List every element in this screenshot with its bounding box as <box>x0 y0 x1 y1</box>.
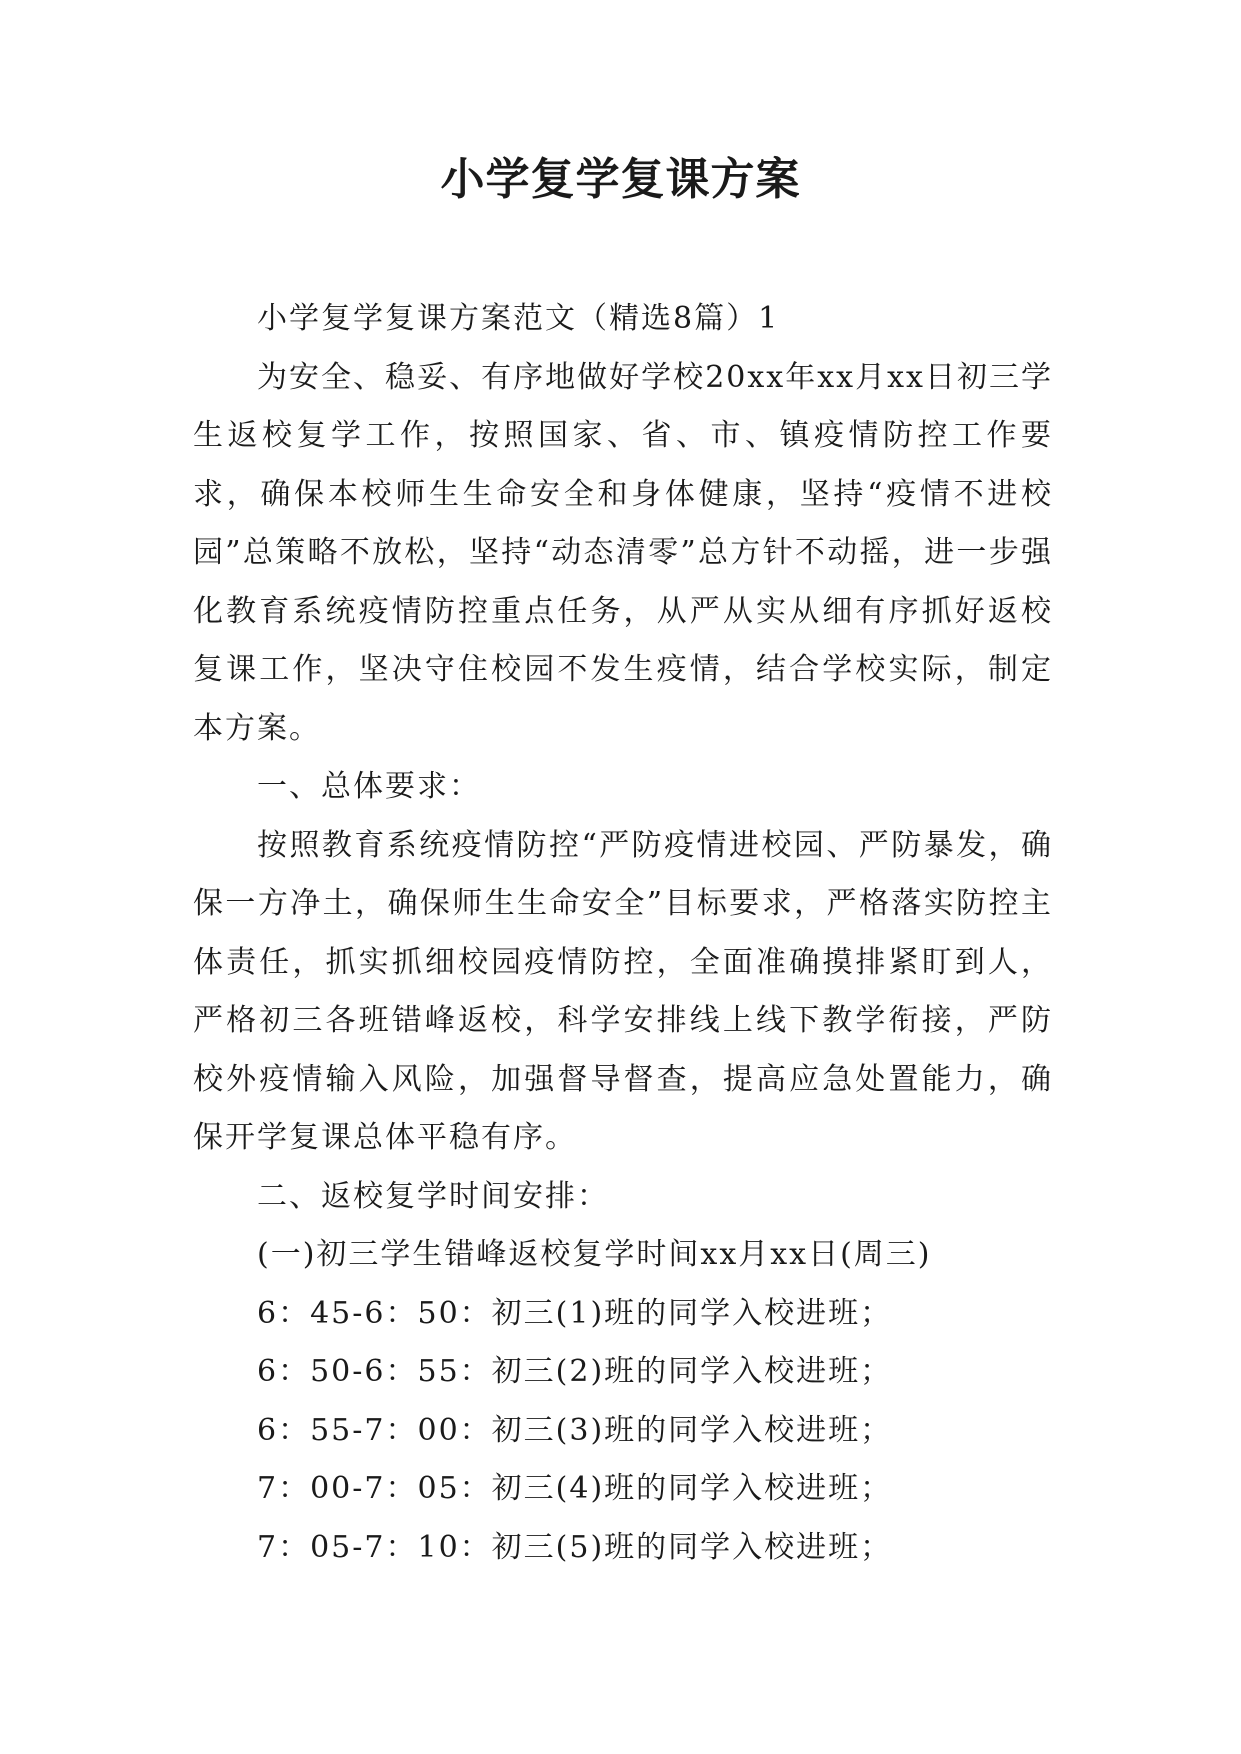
schedule-item: 6：50-6：55：初三(2)班的同学入校进班； <box>257 1354 893 1389</box>
section-heading-schedule: 二、返校复学时间安排： <box>257 1178 609 1214</box>
schedule-item: 6：45-6：50：初三(1)班的同学入校进班； <box>257 1295 893 1331</box>
paragraph-intro: 为安全、稳妥、有序地做好学校20xx年xx月xx日初三学生返校复学工作，按照国家、省、市、镇疫情防控工作要求，确保本校师生生命安全和身体健康，坚持“疫情不进校园”总策略不放松，坚持“动态清零”总方针不动摇，进一步强化教育系统疫情防控重点任务，从严从实从细有序抓好返校复课工作，坚决守住校园不发生疫情，结合学校实际，制定本方案。 <box>193 359 1053 746</box>
schedule-item: 7：05-7：10：初三(5)班的同学入校进班； <box>257 1529 893 1565</box>
schedule-item: 6：55-7：00：初三(3)班的同学入校进班； <box>257 1412 893 1448</box>
section-heading-general-requirements: 一、总体要求： <box>257 769 481 804</box>
schedule-item: 7：00-7：05：初三(4)班的同学入校进班； <box>257 1471 893 1506</box>
document-body <box>193 290 1053 1577</box>
paragraph-subtitle: 小学复学复课方案范文（精选8篇）1 <box>257 301 780 336</box>
document-title: 小学复学复课方案 <box>440 154 801 205</box>
subsection-heading-return-time: (一)初三学生错峰返校复学时间xx月xx日(周三) <box>257 1237 932 1272</box>
paragraph-general-requirements: 按照教育系统疫情防控“严防疫情进校园、严防暴发，确保一方净土，确保师生生命安全”目标要求，严格落实防控主体责任，抓实抓细校园疫情防控，全面准确摸排紧盯到人，严格初三各班错峰返校，科学安排线上线下教学衔接，严防校外疫情输入风险，加强督导督查，提高应急处置能力，确保开学复课总体平稳有序。 <box>193 827 1053 1155</box>
